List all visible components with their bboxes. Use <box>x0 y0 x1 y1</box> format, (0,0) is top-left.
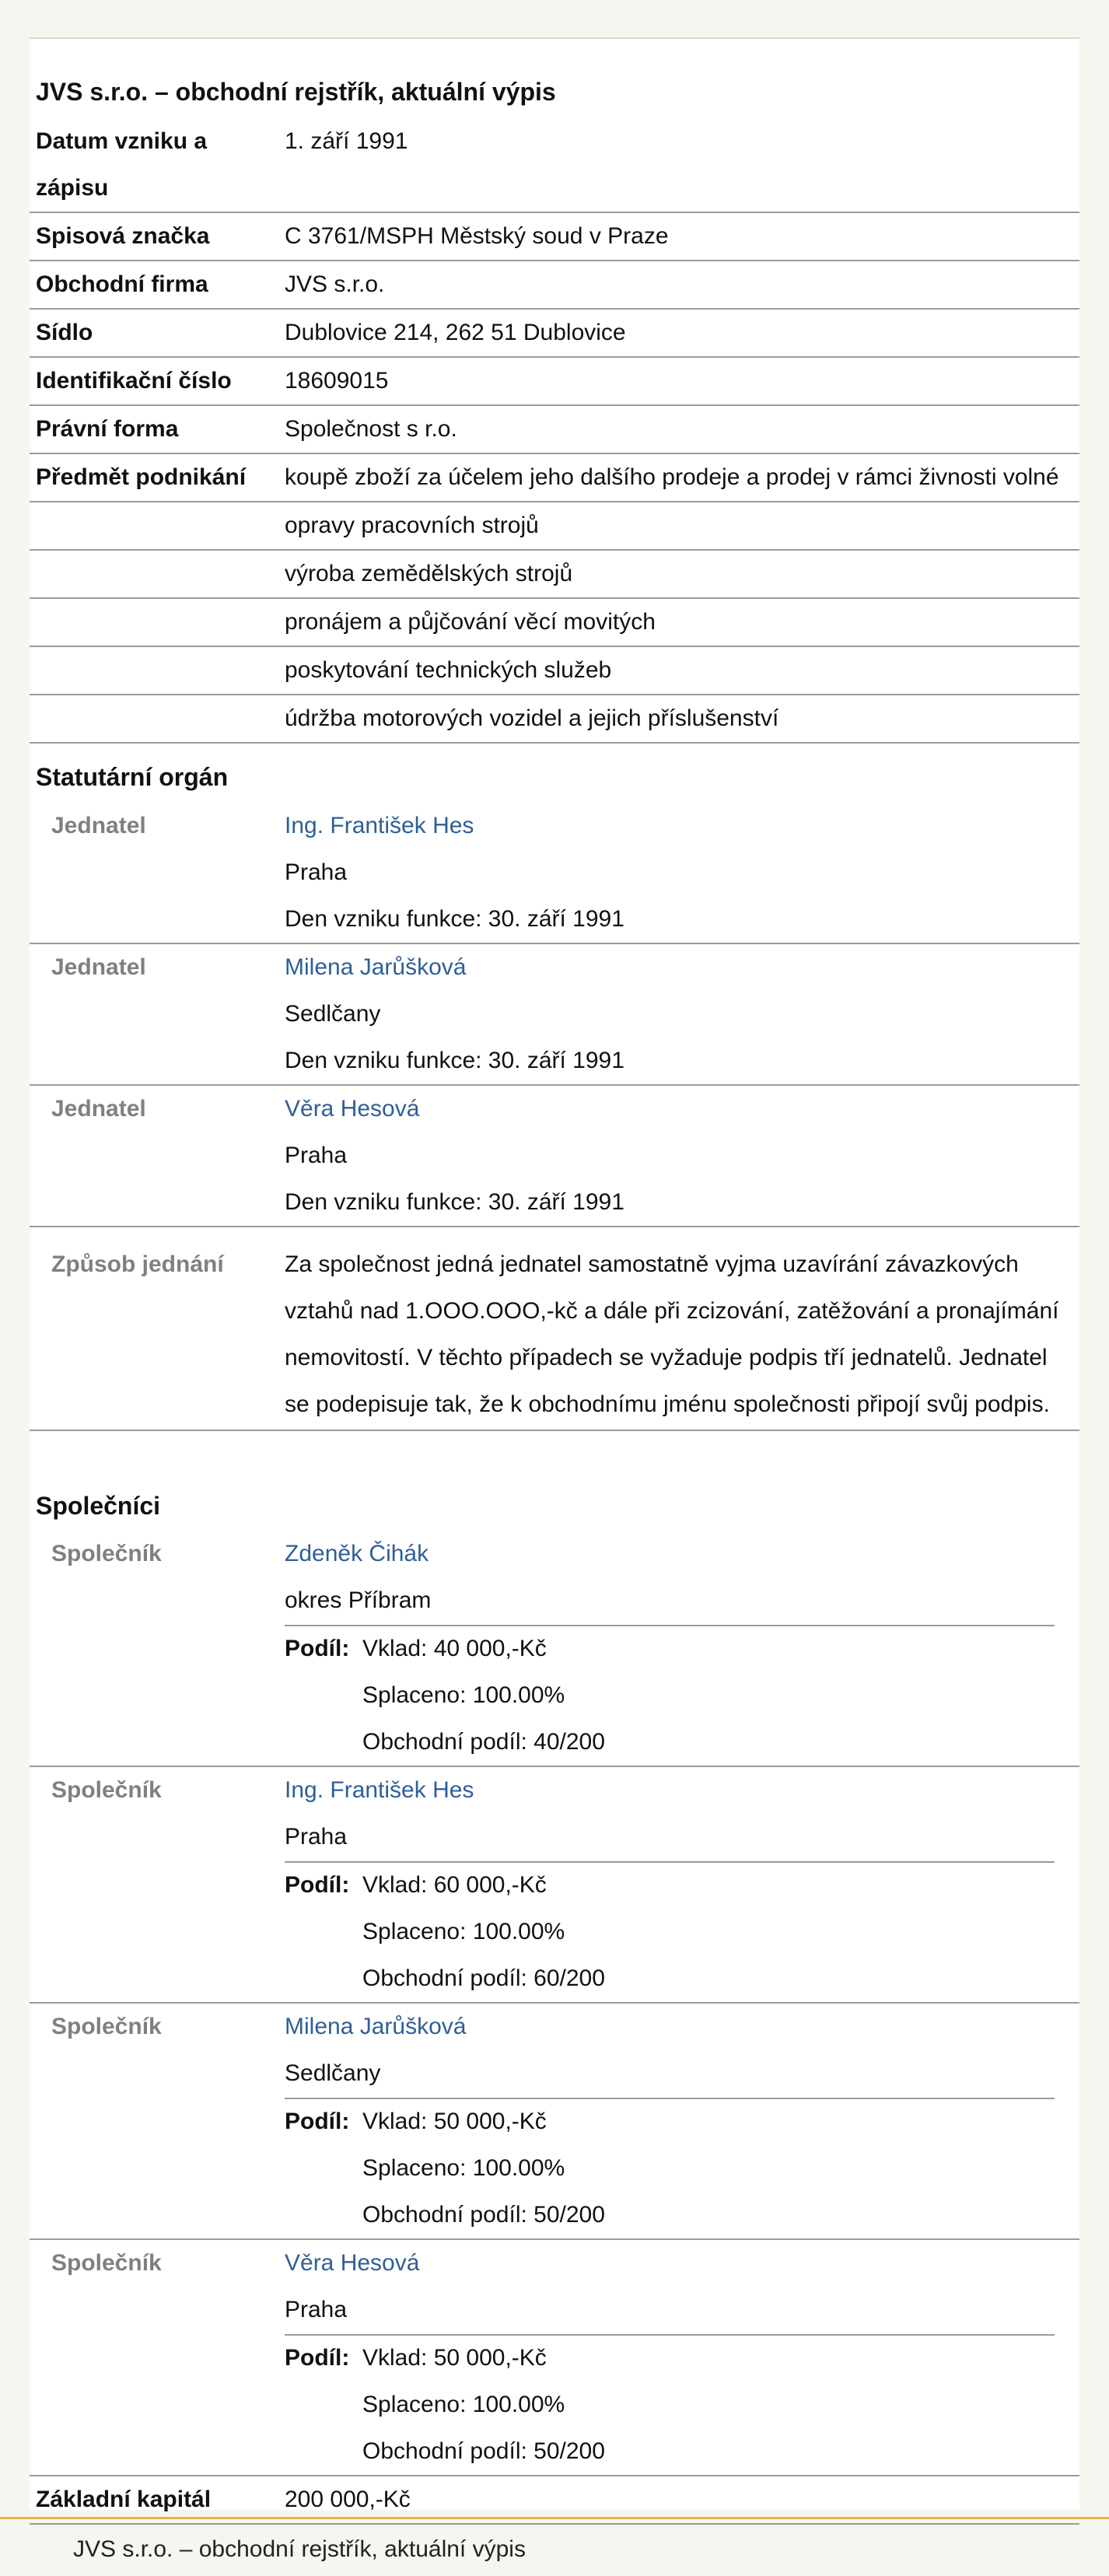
footer-divider <box>0 2517 1109 2519</box>
role-label: Společník <box>51 1541 162 1566</box>
person-place: Praha <box>285 859 348 885</box>
function-since: Den vzniku funkce: 30. září 1991 <box>285 1189 624 1215</box>
predmet-item: opravy pracovních strojů <box>285 513 539 538</box>
row-predmet-1 <box>30 502 1079 551</box>
person-place: Sedlčany <box>285 2060 381 2086</box>
predmet-item: koupě zboží za účelem jeho dalšího prodeje a prodej v rámci živnosti volné <box>285 464 1059 490</box>
jednatel-entry <box>30 1086 1079 1227</box>
vklad: Vklad: 50 000,-Kč <box>362 2109 547 2134</box>
predmet-item: poskytování technických služeb <box>285 657 612 683</box>
role-label: Společník <box>51 2014 162 2039</box>
predmet-item: výroba zemědělských strojů <box>285 561 573 586</box>
section-spolecnici: Společníci <box>36 1492 161 1520</box>
jednatel-details <box>285 803 1070 943</box>
person-place: okres Příbram <box>285 1587 432 1613</box>
splaceno: Splaceno: 100.00% <box>362 1682 565 1708</box>
person-name-link[interactable]: Ing. František Hes <box>285 1777 474 1803</box>
jednatel-entry <box>30 803 1079 944</box>
register-extract <box>30 39 1079 2510</box>
person-name-link[interactable]: Ing. František Hes <box>285 813 474 838</box>
predmet-item: údržba motorových vozidel a jejich příslušenství <box>285 705 779 731</box>
text-line: se podepisuje tak, že k obchodnímu jménu společnosti připojí svůj podpis. <box>285 1391 1050 1417</box>
person-place: Praha <box>285 2297 348 2322</box>
row-predmet-5 <box>30 695 1079 744</box>
splaceno: Splaceno: 100.00% <box>362 1919 565 1944</box>
row-ico <box>30 358 1079 406</box>
spolecnik-details <box>285 2004 1070 2097</box>
jednatel-details <box>285 944 1070 1084</box>
vklad: Vklad: 40 000,-Kč <box>362 1636 547 1661</box>
podil-label: Podíl: <box>285 2345 350 2371</box>
label-zakladni-kapital: Základní kapitál <box>36 2487 212 2512</box>
label-zpusob-jednani: Způsob jednání <box>51 1251 224 1277</box>
spolecnik-details <box>285 1767 1070 1860</box>
row-obchodni-firma <box>30 261 1079 310</box>
person-name-link[interactable]: Milena Jarůšková <box>285 954 467 980</box>
person-name-link[interactable]: Zdeněk Čihák <box>285 1541 429 1566</box>
page-footer: JVS s.r.o. – obchodní rejstřík, aktuální výpis <box>73 2536 526 2562</box>
section-statutarni-organ: Statutární orgán <box>36 763 229 791</box>
value-sidlo: Dublovice 214, 262 51 Dublovice <box>285 320 626 345</box>
role-label: Jednatel <box>51 1096 146 1122</box>
label-spisova-znacka: Spisová značka <box>36 223 210 249</box>
value-pravni-forma: Společnost s r.o. <box>285 416 457 442</box>
spolecnik-entry <box>30 2004 1079 2240</box>
role-label: Společník <box>51 1777 162 1803</box>
podil-label: Podíl: <box>285 1872 350 1898</box>
splaceno: Splaceno: 100.00% <box>362 2155 565 2181</box>
jednatel-entry <box>30 944 1079 1086</box>
person-name-link[interactable]: Věra Hesová <box>285 1096 420 1122</box>
podil-values <box>362 2335 605 2475</box>
text-line: vztahů nad 1.OOO.OOO,-kč a dále při zcizování, zatěžování a pronajímání <box>285 1298 1059 1324</box>
row-pravni-forma <box>30 406 1079 454</box>
row-datum-vzniku <box>30 117 1079 213</box>
function-since: Den vzniku funkce: 30. září 1991 <box>285 1048 624 1073</box>
row-predmet-3 <box>30 599 1079 647</box>
person-name-link[interactable]: Věra Hesová <box>285 2250 420 2276</box>
label-obchodni-firma: Obchodní firma <box>36 271 208 297</box>
vklad: Vklad: 60 000,-Kč <box>362 1872 547 1898</box>
jednatel-details <box>285 1086 1070 1226</box>
obchodni-podil: Obchodní podíl: 60/200 <box>362 1965 605 1991</box>
role-label: Jednatel <box>51 813 146 838</box>
obchodni-podil: Obchodní podíl: 50/200 <box>362 2438 605 2464</box>
value-spisova-znacka: C 3761/MSPH Městský soud v Praze <box>285 223 669 249</box>
value-datum-vzniku: 1. září 1991 <box>285 128 408 154</box>
row-sidlo <box>30 310 1079 358</box>
person-place: Praha <box>285 1824 348 1850</box>
person-name-link[interactable]: Milena Jarůšková <box>285 2014 467 2039</box>
label-sidlo: Sídlo <box>36 320 93 345</box>
role-label: Jednatel <box>51 954 146 980</box>
text-line: Za společnost jedná jednatel samostatně vyjma uzavírání závazkových <box>285 1251 1019 1277</box>
row-predmet-2 <box>30 551 1079 599</box>
podil-values <box>362 1626 605 1766</box>
label-predmet-podnikani: Předmět podnikání <box>36 464 247 490</box>
label-pravni-forma: Právní forma <box>36 416 179 442</box>
podil-label: Podíl: <box>285 2109 350 2134</box>
role-label: Společník <box>51 2250 162 2276</box>
podil-label: Podíl: <box>285 1636 350 1661</box>
value-ico: 18609015 <box>285 368 389 394</box>
row-predmet-0 <box>30 454 1079 502</box>
function-since: Den vzniku funkce: 30. září 1991 <box>285 906 624 932</box>
podil-values <box>362 1862 605 2002</box>
vklad: Vklad: 50 000,-Kč <box>362 2345 547 2371</box>
spolecnik-entry <box>30 1531 1079 1767</box>
zpusob-jednani-text <box>285 1241 1070 1428</box>
value-zakladni-kapital: 200 000,-Kč <box>285 2487 411 2512</box>
zpusob-jednani-row <box>30 1241 1079 1431</box>
person-place: Sedlčany <box>285 1001 381 1027</box>
label-ico: Identifikační číslo <box>36 368 232 394</box>
obchodni-podil: Obchodní podíl: 50/200 <box>362 2202 605 2228</box>
person-place: Praha <box>285 1143 348 1168</box>
text-line: nemovitostí. V těchto případech se vyžaduje podpis tří jednatelů. Jednatel <box>285 1345 1048 1370</box>
podil-values <box>362 2098 605 2238</box>
predmet-item: pronájem a půjčování věcí movitých <box>285 609 656 635</box>
spolecnik-details <box>285 2240 1070 2333</box>
label-datum-vzniku: Datum vzniku a zápisu <box>36 128 208 201</box>
spolecnik-details <box>285 1531 1070 1624</box>
spolecnik-entry <box>30 1767 1079 2004</box>
row-predmet-4 <box>30 647 1079 695</box>
obchodni-podil: Obchodní podíl: 40/200 <box>362 1729 605 1755</box>
row-spisova-znacka <box>30 213 1079 261</box>
value-obchodni-firma: JVS s.r.o. <box>285 271 385 297</box>
page-title: JVS s.r.o. – obchodní rejstřík, aktuální výpis <box>36 78 556 106</box>
spolecnik-entry <box>30 2240 1079 2476</box>
splaceno: Splaceno: 100.00% <box>362 2392 565 2417</box>
